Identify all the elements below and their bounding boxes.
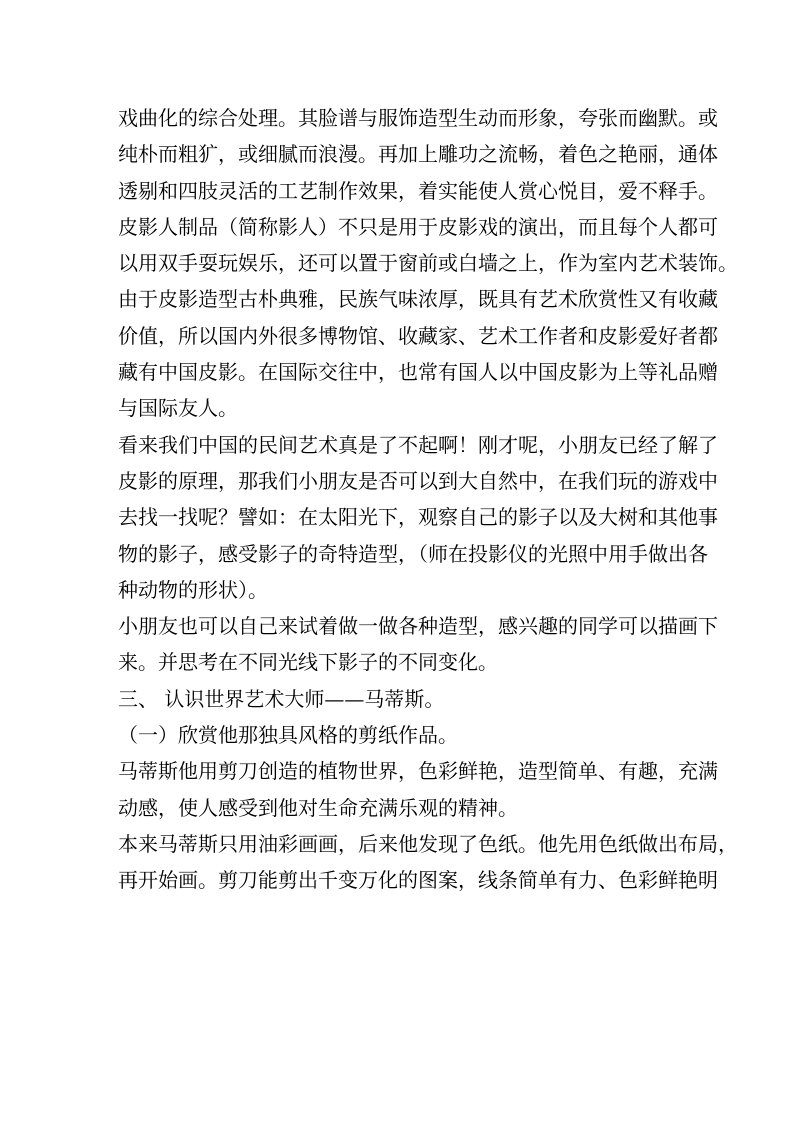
text-line: 透剔和四肢灵活的工艺制作效果，着实能使人赏心悦目，爱不释手。 <box>118 178 718 203</box>
paragraph <box>118 753 718 826</box>
text-line: 去找一找呢？譬如：在太阳光下，观察自己的影子以及大树和其他事 <box>118 505 718 530</box>
text-line: 动感，使人感受到他对生命充满乐观的精神。 <box>118 795 518 820</box>
text-line: 皮影的原理，那我们小朋友是否可以到大自然中，在我们玩的游戏中 <box>118 468 718 493</box>
text-line: 藏有中国皮影。在国际交往中，也常有国人以中国皮影为上等礼品赠 <box>118 360 718 385</box>
text-line: 以用双手耍玩娱乐，还可以置于窗前或白墙之上，作为室内艺术装饰。 <box>118 251 738 276</box>
text-line: 由于皮影造型古朴典雅，民族气味浓厚，既具有艺术欣赏性又有收藏 <box>118 287 718 312</box>
paragraph <box>118 608 718 681</box>
text-line: 种动物的形状）。 <box>118 577 268 602</box>
text-line: 与国际友人。 <box>118 396 238 421</box>
paragraph <box>118 427 718 608</box>
text-line: 三、 认识世界艺术大师——马蒂斯。 <box>118 686 445 711</box>
text-line: 再开始画。剪刀能剪出千变万化的图案，线条简单有力、色彩鲜艳明 <box>118 868 718 893</box>
document-body <box>118 100 738 899</box>
section-heading <box>118 681 678 717</box>
subsection-heading <box>118 717 678 753</box>
text-line: 马蒂斯他用剪刀创造的植物世界，色彩鲜艳，造型简单、有趣，充满 <box>118 759 718 784</box>
text-line: （一）欣赏他那独具风格的剪纸作品。 <box>118 723 458 748</box>
text-line: 戏曲化的综合处理。其脸谱与服饰造型生动而形象，夸张而幽默。或 <box>118 106 718 130</box>
text-line: 本来马蒂斯只用油彩画画，后来他发现了色纸。他先用色纸做出布局， <box>118 831 738 856</box>
text-line: 看来我们中国的民间艺术真是了不起啊！刚才呢，小朋友已经了解了 <box>118 432 718 457</box>
text-line: 来。并思考在不同光线下影子的不同变化。 <box>118 650 498 675</box>
paragraph <box>118 826 738 899</box>
text-line: 物的影子，感受影子的奇特造型，（师在投影仪的光照中用手做出各 <box>118 541 708 566</box>
text-line: 价值，所以国内外很多博物馆、收藏家、艺术工作者和皮影爱好者都 <box>118 323 718 348</box>
text-line: 纯朴而粗犷，或细腻而浪漫。再加上雕功之流畅，着色之艳丽，通体 <box>118 142 718 167</box>
text-line: 小朋友也可以自己来试着做一做各种造型，感兴趣的同学可以描画下 <box>118 614 718 639</box>
paragraph <box>118 209 738 427</box>
paragraph <box>118 100 718 209</box>
text-line: 皮影人制品（简称影人）不只是用于皮影戏的演出，而且每个人都可 <box>118 214 718 239</box>
